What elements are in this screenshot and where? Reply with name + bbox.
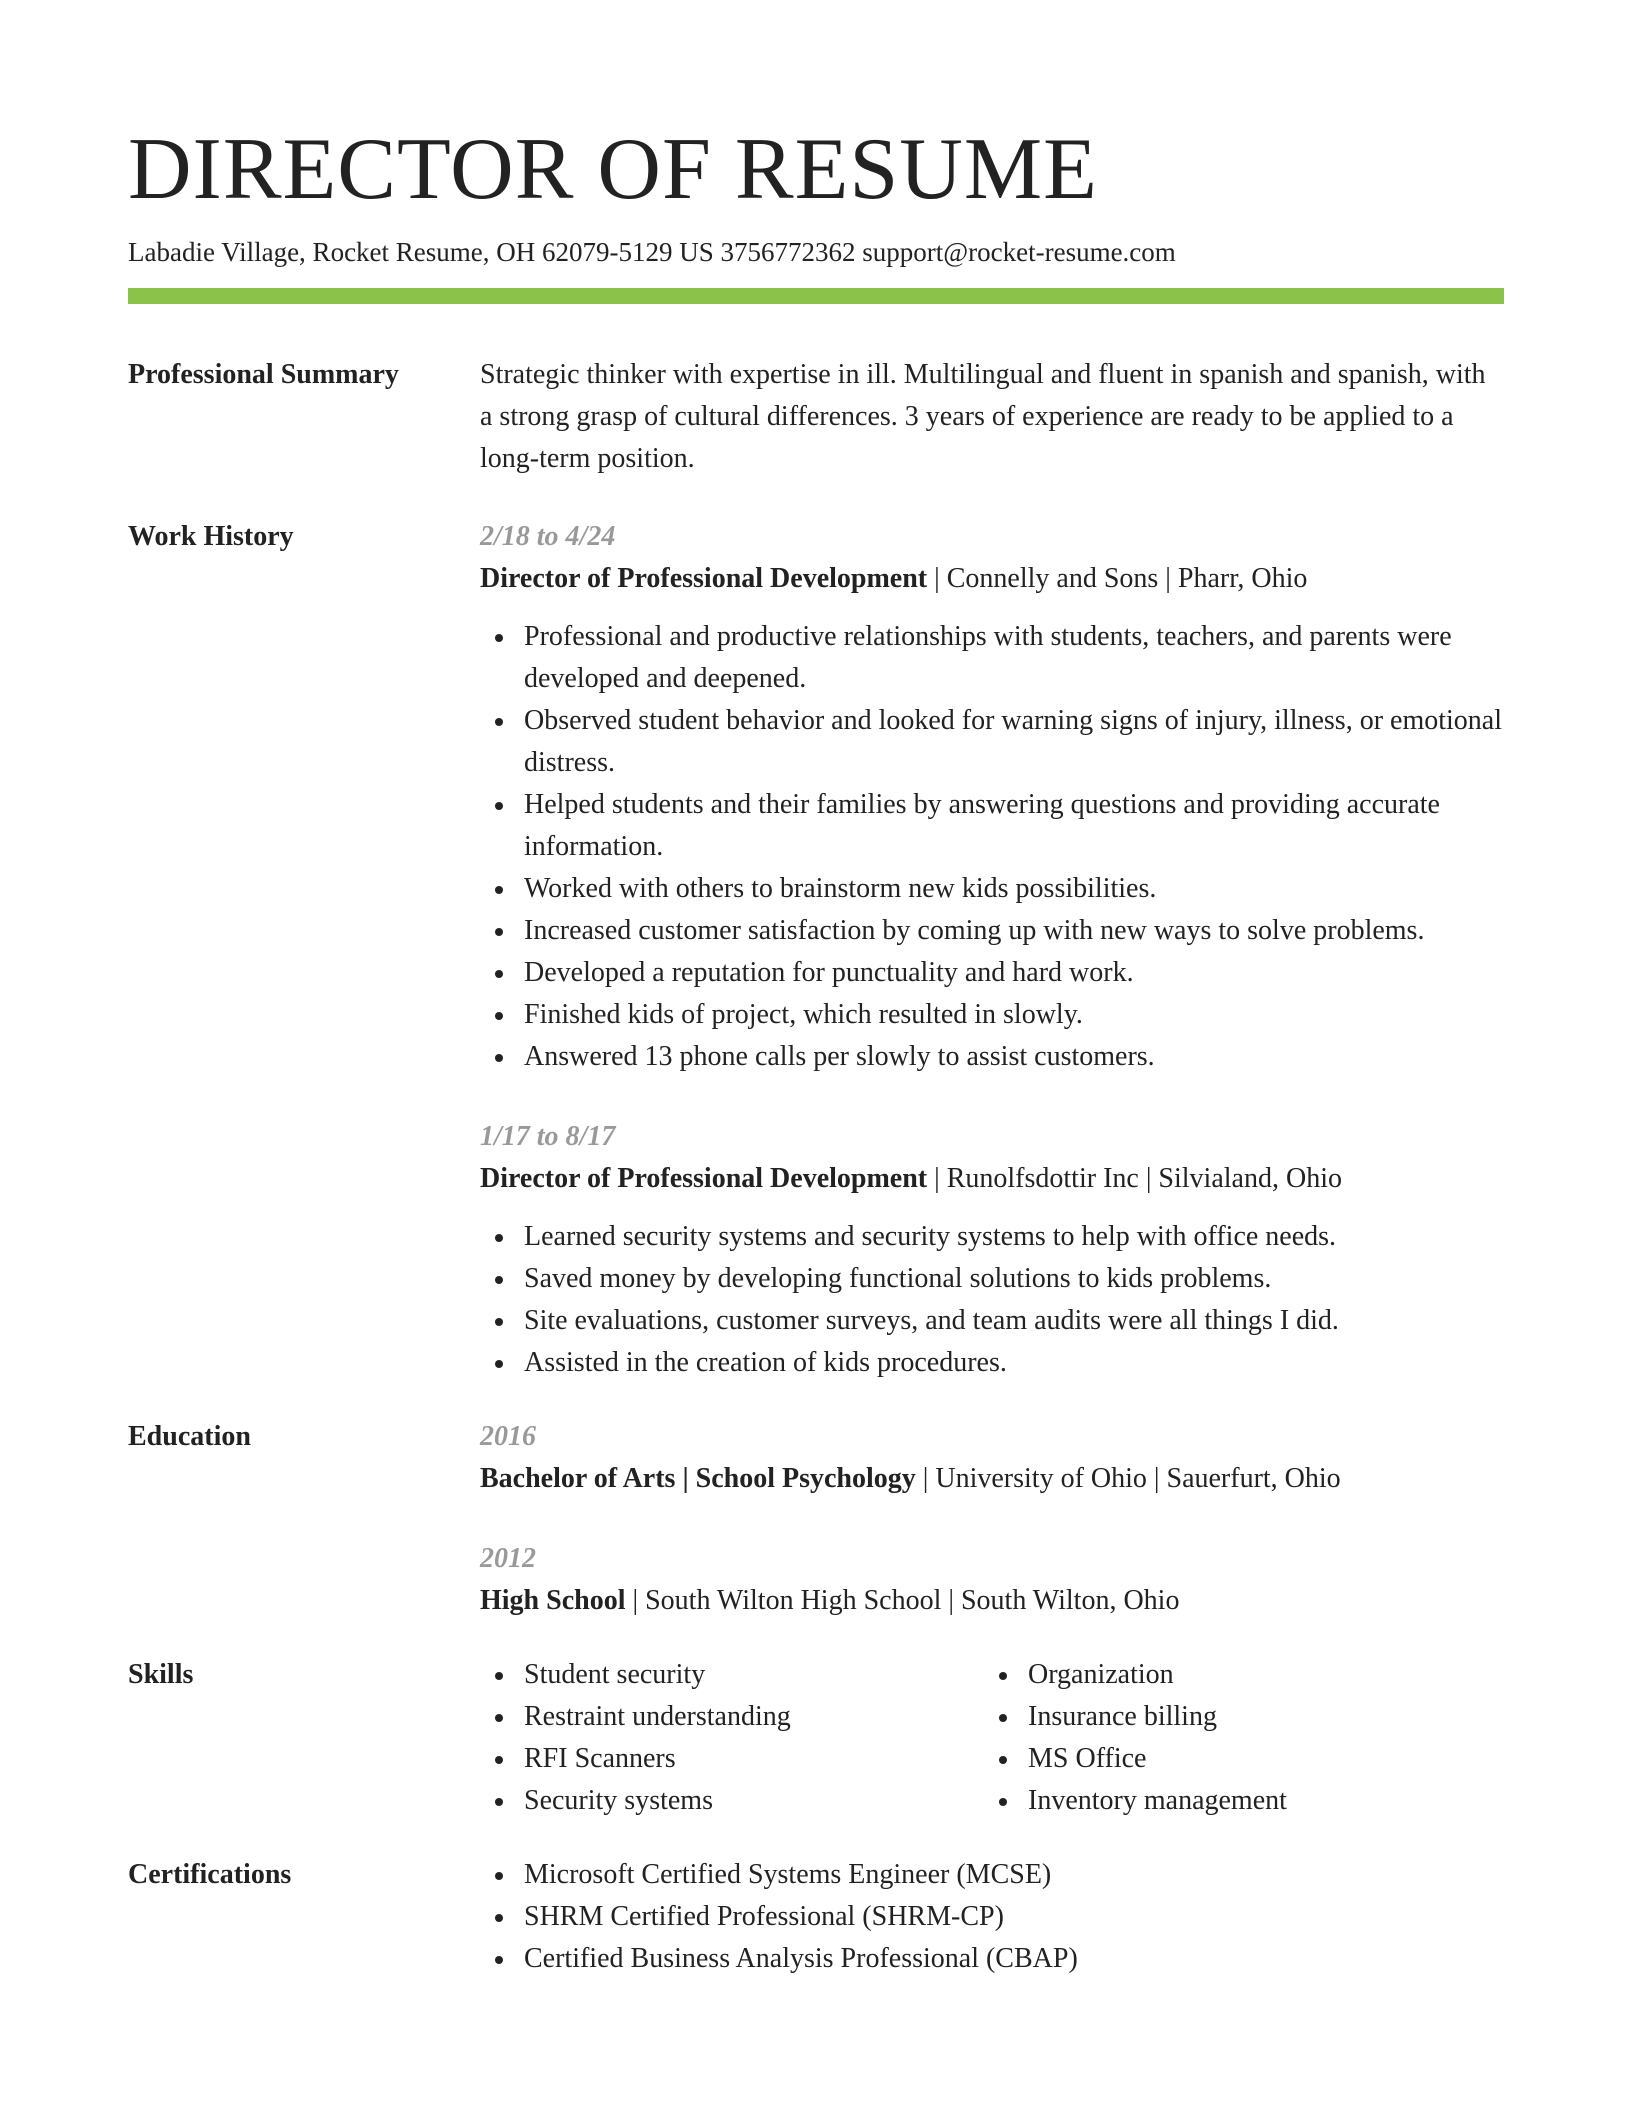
list-item: Security systems	[480, 1780, 984, 1822]
resume-page	[128, 118, 1504, 1980]
list-item: Saved money by developing functional solutions to kids problems.	[480, 1258, 1504, 1300]
education-entry	[480, 1416, 1504, 1500]
list-item: Answered 13 phone calls per slowly to assist customers.	[480, 1036, 1504, 1078]
list-item: MS Office	[984, 1738, 1287, 1780]
list-item: Developed a reputation for punctuality and hard work.	[480, 952, 1504, 994]
job-title: Director of Professional Development	[480, 563, 928, 594]
skills-column-left	[480, 1654, 984, 1822]
contact-line: Labadie Village, Rocket Resume, OH 62079-5129 US 3756772362 support@rocket-resume.com	[128, 237, 1176, 267]
section-heading: Professional Summary	[128, 359, 399, 390]
list-item: RFI Scanners	[480, 1738, 984, 1780]
skills-grid	[480, 1654, 1504, 1822]
list-item: Helped students and their families by answering questions and providing accurate information.	[480, 784, 1504, 868]
certifications-section	[128, 1854, 1504, 1980]
list-item: Professional and productive relationships with students, teachers, and parents were developed and deepened.	[480, 616, 1504, 700]
accent-divider	[128, 288, 1504, 304]
list-item: Certified Business Analysis Professional (CBAP)	[480, 1938, 1504, 1980]
list-item: Assisted in the creation of kids procedures.	[480, 1342, 1504, 1384]
section-heading: Education	[128, 1421, 251, 1452]
job-details: | Connelly and Sons | Pharr, Ohio	[927, 563, 1308, 594]
list-item: Site evaluations, customer surveys, and team audits were all things I did.	[480, 1300, 1504, 1342]
candidate-name: DIRECTOR OF RESUME	[128, 121, 1098, 218]
education-year: 2016	[480, 1421, 536, 1452]
list-item: Restraint understanding	[480, 1696, 984, 1738]
list-item: SHRM Certified Professional (SHRM-CP)	[480, 1896, 1504, 1938]
list-item: Finished kids of project, which resulted in slowly.	[480, 994, 1504, 1036]
job-dates: 1/17 to 8/17	[480, 1121, 616, 1152]
school-details: | University of Ohio | Sauerfurt, Ohio	[915, 1463, 1341, 1494]
job-bullets	[480, 1216, 1504, 1384]
education-heading	[480, 1580, 1504, 1622]
summary-text: Strategic thinker with expertise in ill. Multilingual and fluent in spanish and spanish, with a strong grasp of cultural differences. 3 years of experience are ready to be applied to a long-term position.	[480, 359, 1486, 474]
job-details: | Runolfsdottir Inc | Silvialand, Ohio	[927, 1163, 1342, 1194]
summary-section	[128, 354, 1504, 480]
section-heading: Skills	[128, 1659, 194, 1690]
list-item: Microsoft Certified Systems Engineer (MCSE)	[480, 1854, 1504, 1896]
job-heading	[480, 1158, 1504, 1200]
skills-column-right	[984, 1654, 1287, 1822]
education-heading	[480, 1458, 1504, 1500]
list-item: Student security	[480, 1654, 984, 1696]
school-details: | South Wilton High School | South Wilton, Ohio	[625, 1585, 1180, 1616]
list-item: Inventory management	[984, 1780, 1287, 1822]
education-entry	[480, 1538, 1504, 1622]
list-item: Organization	[984, 1654, 1287, 1696]
job-heading	[480, 558, 1504, 600]
job-dates: 2/18 to 4/24	[480, 521, 616, 552]
list-item: Insurance billing	[984, 1696, 1287, 1738]
list-item: Learned security systems and security systems to help with office needs.	[480, 1216, 1504, 1258]
list-item: Increased customer satisfaction by coming up with new ways to solve problems.	[480, 910, 1504, 952]
job-entry	[480, 516, 1504, 1078]
job-entry	[480, 1116, 1504, 1384]
skills-section	[128, 1654, 1504, 1822]
degree: Bachelor of Arts | School Psychology	[480, 1463, 916, 1494]
degree: High School	[480, 1585, 626, 1616]
job-title: Director of Professional Development	[480, 1163, 928, 1194]
work-history-section	[128, 516, 1504, 1384]
list-item: Observed student behavior and looked for warning signs of injury, illness, or emotional distress.	[480, 700, 1504, 784]
section-heading: Work History	[128, 521, 294, 552]
job-bullets	[480, 616, 1504, 1078]
list-item: Worked with others to brainstorm new kids possibilities.	[480, 868, 1504, 910]
education-year: 2012	[480, 1543, 536, 1574]
education-section	[128, 1416, 1504, 1622]
section-heading: Certifications	[128, 1859, 292, 1890]
certifications-list	[480, 1854, 1504, 1980]
